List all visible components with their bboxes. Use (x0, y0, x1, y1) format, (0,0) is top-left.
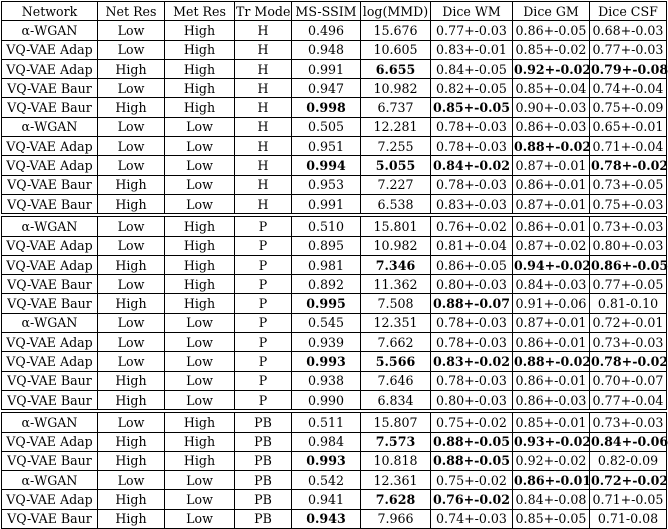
results-table (1, 1, 667, 529)
dice-wm-cell: 0.75+-0.02 (431, 471, 513, 490)
dice-wm-cell: 0.78+-0.03 (431, 175, 513, 194)
net-res-cell: Low (98, 137, 165, 156)
ms-ssim-cell: 0.947 (292, 79, 361, 98)
ms-ssim-cell: 0.892 (292, 275, 361, 294)
dice-wm-cell: 0.77+-0.03 (431, 21, 513, 40)
net-res-cell: Low (98, 215, 165, 236)
tr-mode-cell: P (235, 275, 292, 294)
table-row (2, 59, 667, 78)
met-res-cell: High (165, 294, 235, 313)
dice-gm-cell: 0.87+-0.01 (513, 313, 590, 332)
table-row (2, 509, 667, 528)
ms-ssim-cell: 0.990 (292, 390, 361, 411)
tr-mode-cell: P (235, 215, 292, 236)
net-res-cell: Low (98, 352, 165, 371)
table-row (2, 236, 667, 255)
ms-ssim-cell: 0.981 (292, 255, 361, 274)
ms-ssim-cell: 0.995 (292, 294, 361, 313)
dice-gm-cell: 0.84+-0.03 (513, 275, 590, 294)
dice-csf-cell: 0.73+-0.05 (590, 175, 667, 194)
table-row (2, 411, 667, 432)
dice-gm-cell: 0.86+-0.01 (513, 371, 590, 390)
tr-mode-cell: H (235, 194, 292, 215)
tr-mode-cell: PB (235, 451, 292, 470)
table-row (2, 313, 667, 332)
dice-csf-cell: 0.81-0.10 (590, 294, 667, 313)
tr-mode-cell: H (235, 59, 292, 78)
dice-csf-cell: 0.71+-0.04 (590, 137, 667, 156)
ms-ssim-cell: 0.951 (292, 137, 361, 156)
ms-ssim-cell: 0.542 (292, 471, 361, 490)
net-res-cell: Low (98, 275, 165, 294)
network-cell: α-WGAN (2, 21, 98, 40)
ms-ssim-cell: 0.948 (292, 40, 361, 59)
dice-csf-cell: 0.70+-0.07 (590, 371, 667, 390)
col-header-log-mmd: log(MMD) (361, 2, 431, 21)
col-header-net-res: Net Res (98, 2, 165, 21)
net-res-cell: High (98, 175, 165, 194)
ms-ssim-cell: 0.991 (292, 59, 361, 78)
table-row (2, 490, 667, 509)
dice-wm-cell: 0.84+-0.05 (431, 59, 513, 78)
results-table-container (1, 1, 668, 529)
dice-wm-cell: 0.88+-0.05 (431, 432, 513, 451)
dice-gm-cell: 0.85+-0.05 (513, 509, 590, 528)
dice-wm-cell: 0.78+-0.03 (431, 137, 513, 156)
met-res-cell: Low (165, 471, 235, 490)
dice-gm-cell: 0.94+-0.02 (513, 255, 590, 274)
network-cell: VQ-VAE Adap (2, 432, 98, 451)
net-res-cell: Low (98, 411, 165, 432)
met-res-cell: Low (165, 194, 235, 215)
table-row (2, 79, 667, 98)
dice-csf-cell: 0.75+-0.03 (590, 194, 667, 215)
dice-wm-cell: 0.86+-0.05 (431, 255, 513, 274)
dice-gm-cell: 0.86+-0.01 (513, 215, 590, 236)
dice-csf-cell: 0.73+-0.03 (590, 215, 667, 236)
net-res-cell: Low (98, 21, 165, 40)
dice-csf-cell: 0.79+-0.08 (590, 59, 667, 78)
tr-mode-cell: P (235, 294, 292, 313)
dice-gm-cell: 0.87+-0.01 (513, 194, 590, 215)
tr-mode-cell: PB (235, 432, 292, 451)
table-row (2, 137, 667, 156)
log-mmd-cell: 7.346 (361, 255, 431, 274)
col-header-ms-ssim: MS-SSIM (292, 2, 361, 21)
ms-ssim-cell: 0.941 (292, 490, 361, 509)
network-cell: VQ-VAE Adap (2, 59, 98, 78)
tr-mode-cell: P (235, 236, 292, 255)
dice-wm-cell: 0.78+-0.03 (431, 333, 513, 352)
dice-gm-cell: 0.93+-0.02 (513, 432, 590, 451)
dice-gm-cell: 0.87+-0.02 (513, 236, 590, 255)
dice-csf-cell: 0.77+-0.05 (590, 275, 667, 294)
network-cell: VQ-VAE Baur (2, 175, 98, 194)
met-res-cell: Low (165, 175, 235, 194)
net-res-cell: High (98, 490, 165, 509)
network-cell: VQ-VAE Adap (2, 333, 98, 352)
dice-csf-cell: 0.78+-0.02 (590, 352, 667, 371)
tr-mode-cell: H (235, 98, 292, 117)
network-cell: VQ-VAE Baur (2, 79, 98, 98)
met-res-cell: High (165, 215, 235, 236)
tr-mode-cell: H (235, 21, 292, 40)
dice-wm-cell: 0.75+-0.02 (431, 411, 513, 432)
net-res-cell: High (98, 98, 165, 117)
network-cell: α-WGAN (2, 215, 98, 236)
dice-gm-cell: 0.86+-0.01 (513, 471, 590, 490)
ms-ssim-cell: 0.991 (292, 194, 361, 215)
ms-ssim-cell: 0.998 (292, 98, 361, 117)
table-row (2, 390, 667, 411)
network-cell: VQ-VAE Adap (2, 137, 98, 156)
dice-wm-cell: 0.88+-0.07 (431, 294, 513, 313)
dice-csf-cell: 0.71-0.08 (590, 509, 667, 528)
met-res-cell: Low (165, 390, 235, 411)
dice-gm-cell: 0.84+-0.08 (513, 490, 590, 509)
met-res-cell: High (165, 79, 235, 98)
dice-gm-cell: 0.87+-0.01 (513, 156, 590, 175)
dice-wm-cell: 0.78+-0.03 (431, 371, 513, 390)
log-mmd-cell: 10.982 (361, 236, 431, 255)
network-cell: VQ-VAE Adap (2, 255, 98, 274)
net-res-cell: Low (98, 236, 165, 255)
dice-wm-cell: 0.82+-0.05 (431, 79, 513, 98)
dice-wm-cell: 0.83+-0.03 (431, 194, 513, 215)
ms-ssim-cell: 0.496 (292, 21, 361, 40)
dice-wm-cell: 0.81+-0.04 (431, 236, 513, 255)
network-cell: α-WGAN (2, 411, 98, 432)
met-res-cell: Low (165, 313, 235, 332)
tr-mode-cell: H (235, 156, 292, 175)
dice-gm-cell: 0.85+-0.04 (513, 79, 590, 98)
dice-wm-cell: 0.78+-0.03 (431, 313, 513, 332)
met-res-cell: High (165, 255, 235, 274)
dice-csf-cell: 0.80+-0.03 (590, 236, 667, 255)
table-row (2, 294, 667, 313)
net-res-cell: Low (98, 471, 165, 490)
dice-wm-cell: 0.74+-0.03 (431, 509, 513, 528)
dice-csf-cell: 0.71+-0.05 (590, 490, 667, 509)
met-res-cell: High (165, 411, 235, 432)
table-row (2, 275, 667, 294)
network-cell: VQ-VAE Baur (2, 451, 98, 470)
col-header-tr-mode: Tr Mode (235, 2, 292, 21)
network-cell: VQ-VAE Baur (2, 275, 98, 294)
net-res-cell: High (98, 390, 165, 411)
log-mmd-cell: 12.281 (361, 117, 431, 136)
met-res-cell: Low (165, 352, 235, 371)
tr-mode-cell: H (235, 40, 292, 59)
net-res-cell: High (98, 294, 165, 313)
met-res-cell: High (165, 275, 235, 294)
network-cell: VQ-VAE Baur (2, 509, 98, 528)
ms-ssim-cell: 0.510 (292, 215, 361, 236)
dice-gm-cell: 0.88+-0.02 (513, 352, 590, 371)
network-cell: VQ-VAE Baur (2, 371, 98, 390)
network-cell: VQ-VAE Adap (2, 490, 98, 509)
tr-mode-cell: P (235, 255, 292, 274)
dice-gm-cell: 0.86+-0.05 (513, 21, 590, 40)
tr-mode-cell: H (235, 137, 292, 156)
log-mmd-cell: 12.351 (361, 313, 431, 332)
log-mmd-cell: 5.055 (361, 156, 431, 175)
dice-gm-cell: 0.85+-0.01 (513, 411, 590, 432)
dice-csf-cell: 0.78+-0.02 (590, 156, 667, 175)
network-cell: VQ-VAE Adap (2, 156, 98, 175)
met-res-cell: Low (165, 371, 235, 390)
dice-csf-cell: 0.65+-0.01 (590, 117, 667, 136)
dice-csf-cell: 0.86+-0.05 (590, 255, 667, 274)
dice-gm-cell: 0.92+-0.02 (513, 451, 590, 470)
ms-ssim-cell: 0.939 (292, 333, 361, 352)
tr-mode-cell: PB (235, 411, 292, 432)
net-res-cell: High (98, 451, 165, 470)
table-row (2, 156, 667, 175)
net-res-cell: Low (98, 156, 165, 175)
log-mmd-cell: 7.508 (361, 294, 431, 313)
dice-csf-cell: 0.72+-0.02 (590, 471, 667, 490)
dice-wm-cell: 0.83+-0.02 (431, 352, 513, 371)
met-res-cell: Low (165, 490, 235, 509)
network-cell: α-WGAN (2, 313, 98, 332)
net-res-cell: Low (98, 333, 165, 352)
tr-mode-cell: P (235, 352, 292, 371)
col-header-dice-csf: Dice CSF (590, 2, 667, 21)
table-row (2, 215, 667, 236)
dice-wm-cell: 0.84+-0.02 (431, 156, 513, 175)
log-mmd-cell: 15.801 (361, 215, 431, 236)
met-res-cell: High (165, 21, 235, 40)
log-mmd-cell: 11.362 (361, 275, 431, 294)
ms-ssim-cell: 0.545 (292, 313, 361, 332)
dice-csf-cell: 0.77+-0.03 (590, 40, 667, 59)
dice-wm-cell: 0.76+-0.02 (431, 490, 513, 509)
net-res-cell: High (98, 509, 165, 528)
dice-csf-cell: 0.84+-0.06 (590, 432, 667, 451)
table-row (2, 21, 667, 40)
met-res-cell: Low (165, 156, 235, 175)
dice-gm-cell: 0.91+-0.06 (513, 294, 590, 313)
table-row (2, 471, 667, 490)
tr-mode-cell: H (235, 79, 292, 98)
network-cell: α-WGAN (2, 117, 98, 136)
log-mmd-cell: 7.255 (361, 137, 431, 156)
dice-gm-cell: 0.86+-0.03 (513, 390, 590, 411)
dice-wm-cell: 0.80+-0.03 (431, 275, 513, 294)
network-cell: VQ-VAE Baur (2, 194, 98, 215)
network-cell: α-WGAN (2, 471, 98, 490)
dice-wm-cell: 0.80+-0.03 (431, 390, 513, 411)
dice-csf-cell: 0.82-0.09 (590, 451, 667, 470)
log-mmd-cell: 7.628 (361, 490, 431, 509)
log-mmd-cell: 12.361 (361, 471, 431, 490)
tr-mode-cell: P (235, 371, 292, 390)
net-res-cell: High (98, 371, 165, 390)
dice-csf-cell: 0.73+-0.03 (590, 333, 667, 352)
tr-mode-cell: P (235, 333, 292, 352)
network-cell: VQ-VAE Baur (2, 390, 98, 411)
met-res-cell: High (165, 40, 235, 59)
met-res-cell: High (165, 432, 235, 451)
log-mmd-cell: 7.966 (361, 509, 431, 528)
net-res-cell: Low (98, 79, 165, 98)
log-mmd-cell: 6.737 (361, 98, 431, 117)
network-cell: VQ-VAE Baur (2, 294, 98, 313)
met-res-cell: High (165, 236, 235, 255)
ms-ssim-cell: 0.984 (292, 432, 361, 451)
col-header-dice-wm: Dice WM (431, 2, 513, 21)
dice-wm-cell: 0.78+-0.03 (431, 117, 513, 136)
dice-gm-cell: 0.92+-0.02 (513, 59, 590, 78)
dice-gm-cell: 0.88+-0.02 (513, 137, 590, 156)
tr-mode-cell: PB (235, 490, 292, 509)
met-res-cell: Low (165, 137, 235, 156)
net-res-cell: Low (98, 40, 165, 59)
ms-ssim-cell: 0.994 (292, 156, 361, 175)
dice-csf-cell: 0.75+-0.09 (590, 98, 667, 117)
dice-wm-cell: 0.76+-0.02 (431, 215, 513, 236)
log-mmd-cell: 5.566 (361, 352, 431, 371)
table-row (2, 98, 667, 117)
dice-gm-cell: 0.86+-0.01 (513, 333, 590, 352)
dice-gm-cell: 0.86+-0.01 (513, 175, 590, 194)
dice-csf-cell: 0.77+-0.04 (590, 390, 667, 411)
ms-ssim-cell: 0.953 (292, 175, 361, 194)
col-header-met-res: Met Res (165, 2, 235, 21)
network-cell: VQ-VAE Adap (2, 40, 98, 59)
net-res-cell: High (98, 194, 165, 215)
met-res-cell: High (165, 98, 235, 117)
dice-csf-cell: 0.73+-0.03 (590, 411, 667, 432)
dice-wm-cell: 0.83+-0.01 (431, 40, 513, 59)
table-row (2, 175, 667, 194)
log-mmd-cell: 7.227 (361, 175, 431, 194)
table-row (2, 371, 667, 390)
network-cell: VQ-VAE Adap (2, 236, 98, 255)
log-mmd-cell: 10.605 (361, 40, 431, 59)
log-mmd-cell: 15.807 (361, 411, 431, 432)
dice-wm-cell: 0.85+-0.05 (431, 98, 513, 117)
ms-ssim-cell: 0.511 (292, 411, 361, 432)
table-row (2, 40, 667, 59)
table-row (2, 194, 667, 215)
dice-csf-cell: 0.72+-0.01 (590, 313, 667, 332)
tr-mode-cell: PB (235, 471, 292, 490)
network-cell: VQ-VAE Adap (2, 352, 98, 371)
table-row (2, 432, 667, 451)
dice-csf-cell: 0.68+-0.03 (590, 21, 667, 40)
dice-csf-cell: 0.74+-0.04 (590, 79, 667, 98)
tr-mode-cell: H (235, 175, 292, 194)
header-row (2, 2, 667, 21)
net-res-cell: Low (98, 313, 165, 332)
ms-ssim-cell: 0.938 (292, 371, 361, 390)
net-res-cell: High (98, 255, 165, 274)
net-res-cell: High (98, 432, 165, 451)
ms-ssim-cell: 0.505 (292, 117, 361, 136)
log-mmd-cell: 6.655 (361, 59, 431, 78)
ms-ssim-cell: 0.993 (292, 352, 361, 371)
network-cell: VQ-VAE Baur (2, 98, 98, 117)
tr-mode-cell: P (235, 313, 292, 332)
table-row (2, 117, 667, 136)
log-mmd-cell: 6.538 (361, 194, 431, 215)
met-res-cell: High (165, 59, 235, 78)
log-mmd-cell: 7.662 (361, 333, 431, 352)
table-row (2, 352, 667, 371)
tr-mode-cell: PB (235, 509, 292, 528)
table-row (2, 255, 667, 274)
col-header-network: Network (2, 2, 98, 21)
net-res-cell: High (98, 59, 165, 78)
log-mmd-cell: 15.676 (361, 21, 431, 40)
dice-gm-cell: 0.86+-0.03 (513, 117, 590, 136)
met-res-cell: Low (165, 509, 235, 528)
log-mmd-cell: 7.646 (361, 371, 431, 390)
met-res-cell: Low (165, 333, 235, 352)
col-header-dice-gm: Dice GM (513, 2, 590, 21)
met-res-cell: High (165, 451, 235, 470)
dice-gm-cell: 0.85+-0.02 (513, 40, 590, 59)
table-row (2, 451, 667, 470)
tr-mode-cell: H (235, 117, 292, 136)
met-res-cell: Low (165, 117, 235, 136)
tr-mode-cell: P (235, 390, 292, 411)
dice-gm-cell: 0.90+-0.03 (513, 98, 590, 117)
table-row (2, 333, 667, 352)
log-mmd-cell: 7.573 (361, 432, 431, 451)
log-mmd-cell: 10.982 (361, 79, 431, 98)
ms-ssim-cell: 0.895 (292, 236, 361, 255)
net-res-cell: Low (98, 117, 165, 136)
ms-ssim-cell: 0.943 (292, 509, 361, 528)
log-mmd-cell: 10.818 (361, 451, 431, 470)
ms-ssim-cell: 0.993 (292, 451, 361, 470)
dice-wm-cell: 0.88+-0.05 (431, 451, 513, 470)
log-mmd-cell: 6.834 (361, 390, 431, 411)
